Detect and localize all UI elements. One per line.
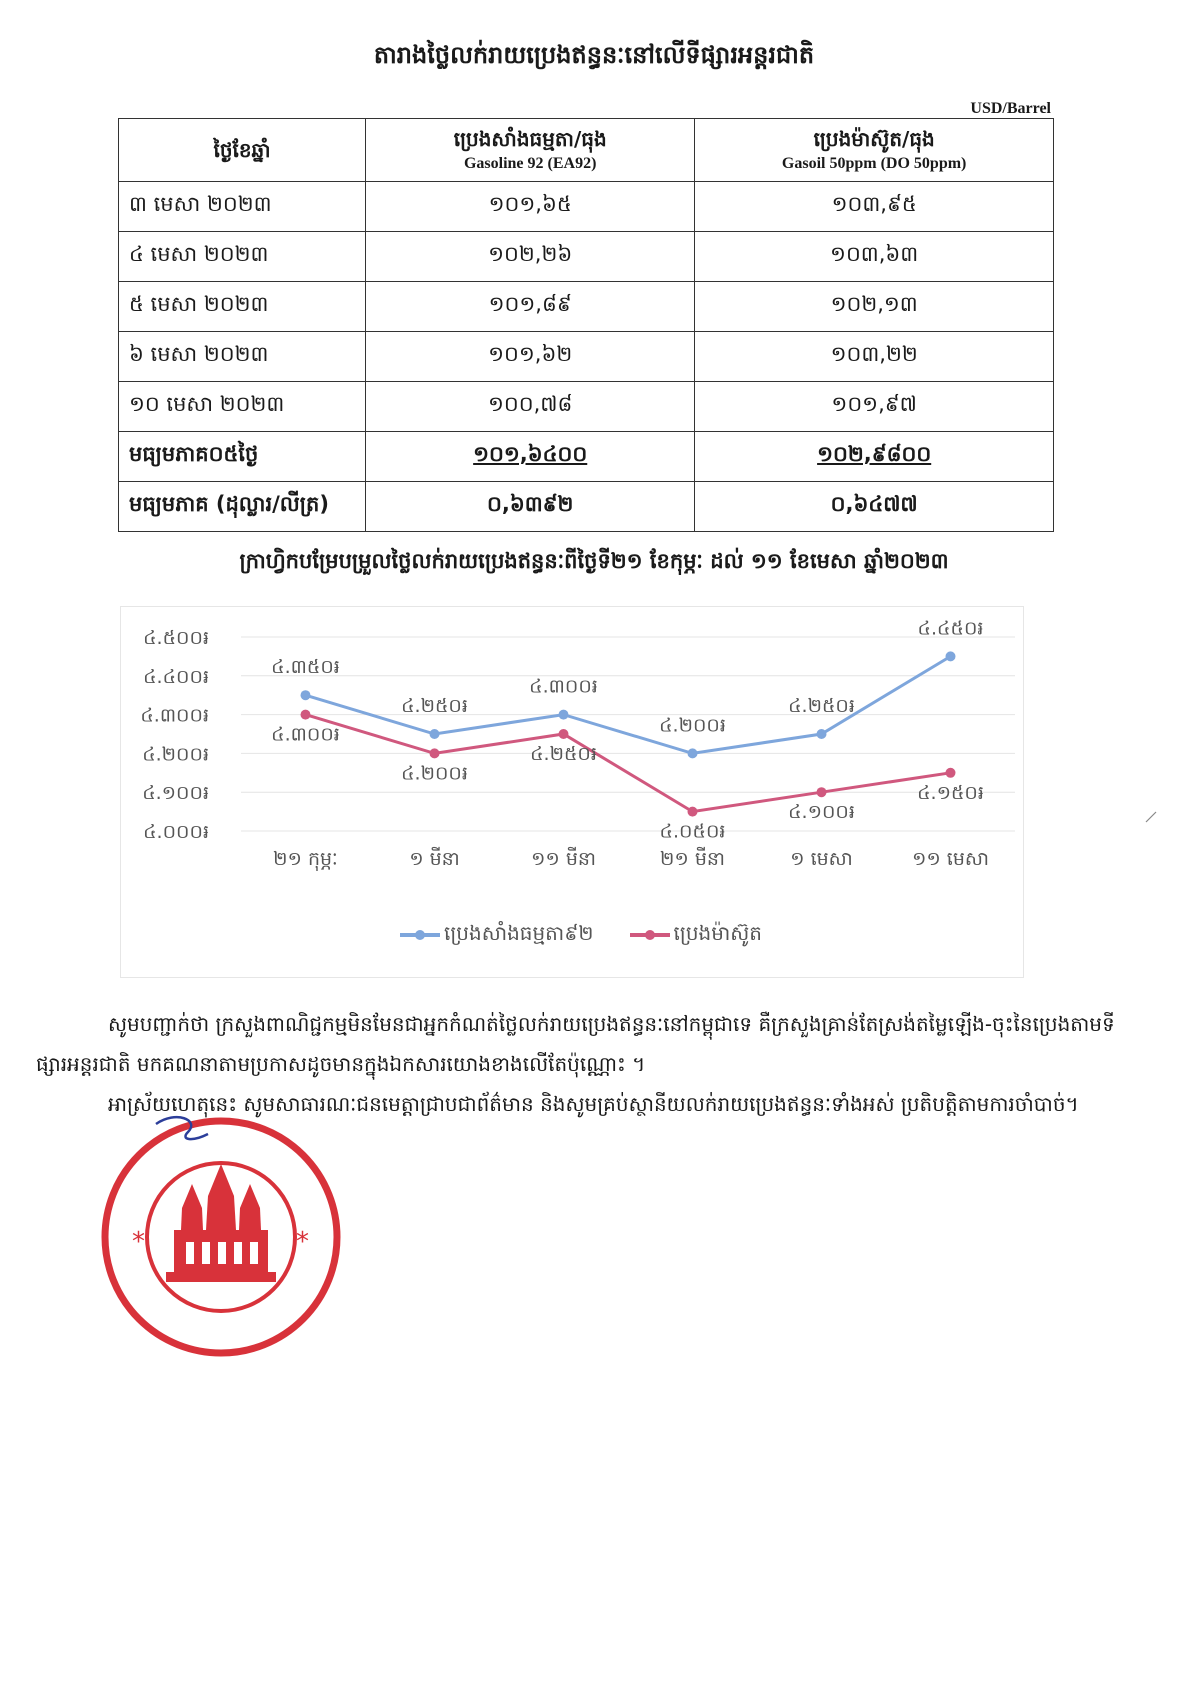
cell-gasoil: ១០៣,២២ — [695, 332, 1054, 382]
instruction-paragraph: អាស្រ័យហេតុនេះ សូមសាធារណៈជនមេត្តាជ្រាបជាព័ត៌មាន និងសូមគ្រប់ស្ថានីយលក់រាយប្រេងឥន្ធនៈទាំងអស់ ប្រតិបត្តិតាមការចាំបាច់។ — [108, 1092, 1079, 1116]
ministry-seal-icon — [96, 1112, 346, 1362]
unit-label: USD/Barrel — [970, 100, 1051, 117]
x-tick-label: ១ មេសា — [790, 848, 853, 870]
data-point — [301, 710, 311, 720]
table-row — [119, 382, 1054, 432]
data-point — [559, 710, 569, 720]
average-per-liter-row — [119, 482, 1054, 532]
scan-mark-icon — [1144, 810, 1158, 824]
cell-gasoil: ១០៣,៩៥ — [695, 182, 1054, 232]
cell-gasoline: ១០២,២៦ — [366, 232, 695, 282]
header-gasoil-sub: Gasoil 50ppm (DO 50ppm) — [781, 154, 967, 172]
table-row — [119, 282, 1054, 332]
x-tick-label: ២១ មីនា — [660, 848, 725, 870]
data-point — [430, 748, 440, 758]
data-point — [946, 768, 956, 778]
data-point — [946, 651, 956, 661]
header-gasoil — [695, 119, 1054, 182]
data-label: ៤.០៥០៛ — [659, 820, 726, 843]
header-gasoline — [366, 119, 695, 182]
table-row — [119, 332, 1054, 382]
data-point — [301, 690, 311, 700]
y-tick-label: ៤.២០០៛ — [142, 743, 209, 766]
average-row — [119, 432, 1054, 482]
legend-item-gasoline — [400, 920, 594, 950]
table-row — [119, 232, 1054, 282]
document-title: តារាងថ្លៃលក់រាយប្រេងឥន្ធនៈនៅលើទីផ្សារអន្តរជាតិ — [373, 41, 815, 69]
average-gasoil: ១០២,៩៨០០ — [695, 432, 1054, 482]
data-point — [430, 729, 440, 739]
header-gasoline-label: ប្រេងសាំងធម្មតា/ធុង — [453, 126, 607, 151]
average-per-liter-label: មធ្យមភាគ (ដុល្លារ/លីត្រ) — [119, 482, 366, 532]
cell-date: ៥ មេសា ២០២៣ — [119, 282, 366, 332]
data-label: ៤.៣០០៛ — [271, 723, 340, 746]
data-point — [817, 787, 827, 797]
table-row — [119, 182, 1054, 232]
svg-text:*: * — [132, 1227, 145, 1257]
legend-item-gasoil — [630, 920, 762, 950]
data-label: ៤.១៥០៛ — [917, 781, 984, 804]
cell-date: ៤ មេសា ២០២៣ — [119, 232, 366, 282]
y-tick-label: ៤.៤០០៛ — [143, 665, 209, 688]
cell-gasoline: ១០០,៧៨ — [366, 382, 695, 432]
average-per-liter-gasoil: ០,៦៤៧៧ — [695, 482, 1054, 532]
legend-label-gasoil: ប្រេងម៉ាស៊ូត — [673, 921, 762, 945]
cell-date: ៣ មេសា ២០២៣ — [119, 182, 366, 232]
price-table — [118, 118, 1054, 532]
data-point — [559, 729, 569, 739]
data-label: ៤.២៥០៛ — [530, 743, 597, 765]
header-date — [119, 119, 366, 182]
cell-gasoil: ១០២,១៣ — [695, 282, 1054, 332]
data-point — [817, 729, 827, 739]
cell-gasoil: ១០១,៩៧ — [695, 382, 1054, 432]
y-tick-label: ៤.៣០០៛ — [140, 704, 209, 727]
cell-gasoline: ១០១,៦២ — [366, 332, 695, 382]
y-tick-label: ៤.១០០៛ — [142, 782, 209, 805]
data-label: ៤.២០០៛ — [401, 762, 468, 785]
data-label: ៤.៣៥០៛ — [271, 656, 340, 679]
table-header-row — [119, 119, 1054, 182]
x-tick-label: ១១ មេសា — [911, 848, 990, 870]
svg-text:*: * — [296, 1227, 309, 1257]
x-tick-label: ១ មីនា — [409, 848, 460, 870]
data-label: ៤.២៥០៛ — [788, 695, 855, 717]
y-tick-label: ៤.៥០០៛ — [143, 627, 209, 649]
cell-date: ៦ មេសា ២០២៣ — [119, 332, 366, 382]
x-tick-label: ២១ កុម្ភៈ — [273, 848, 338, 870]
notice-paragraph: សូមបញ្ជាក់ថា ក្រសួងពាណិជ្ជកម្មមិនមែនជាអ្នកកំណត់ថ្លៃលក់រាយប្រេងឥន្ធនៈនៅកម្ពុជាទេ គឺក្រសួងគ្រាន់តែស្រង់តម្លៃឡើង-ចុះនៃប្រេងតាមទីផ្សារអន្តរជាតិ មកគណនាតាមប្រកាសដូចមានក្នុងឯកសារយោងខាងលើតែប៉ុណ្ណោះ ។ — [36, 1012, 1115, 1076]
cell-gasoil: ១០៣,៦៣ — [695, 232, 1054, 282]
data-label: ៤.២០០៛ — [659, 714, 726, 737]
x-tick-label: ១១ មីនា — [531, 848, 596, 870]
data-label: ៤.៣០០៛ — [529, 675, 598, 698]
chart-legend — [400, 920, 762, 950]
cell-gasoline: ១០១,៦៥ — [366, 182, 695, 232]
data-point — [688, 748, 698, 758]
data-label: ៤.៤៥០៛ — [917, 617, 984, 640]
data-label: ៤.២៥០៛ — [401, 695, 468, 717]
legend-swatch-gasoline — [400, 933, 440, 937]
header-date-label: ថ្ងៃខែឆ្នាំ — [213, 137, 271, 162]
legend-label-gasoline: ប្រេងសាំងធម្មតា៩២ — [444, 921, 594, 945]
legend-swatch-gasoil — [630, 933, 670, 937]
cell-date: ១០ មេសា ២០២៣ — [119, 382, 366, 432]
average-per-liter-gasoline: ០,៦៣៩២ — [366, 482, 695, 532]
average-label: មធ្យមភាគ០៥ថ្ងៃ — [119, 432, 366, 482]
cell-gasoline: ១០១,៨៩ — [366, 282, 695, 332]
chart-title: ក្រាហ្វិកបម្រែបម្រួលថ្លៃលក់រាយប្រេងឥន្ធនៈពីថ្ងៃទី២១ ខែកុម្ភៈ ដល់ ១១ ខែមេសា ឆ្នាំ២០២៣ — [239, 549, 949, 573]
data-point — [688, 807, 698, 817]
y-tick-label: ៤.០០០៛ — [143, 821, 209, 843]
header-gasoline-sub: Gasoline 92 (EA92) — [463, 154, 597, 172]
average-gasoline: ១០១,៦៤០០ — [366, 432, 695, 482]
header-gasoil-label: ប្រេងម៉ាស៊ូត/ធុង — [813, 126, 935, 151]
data-label: ៤.១០០៛ — [788, 801, 855, 824]
